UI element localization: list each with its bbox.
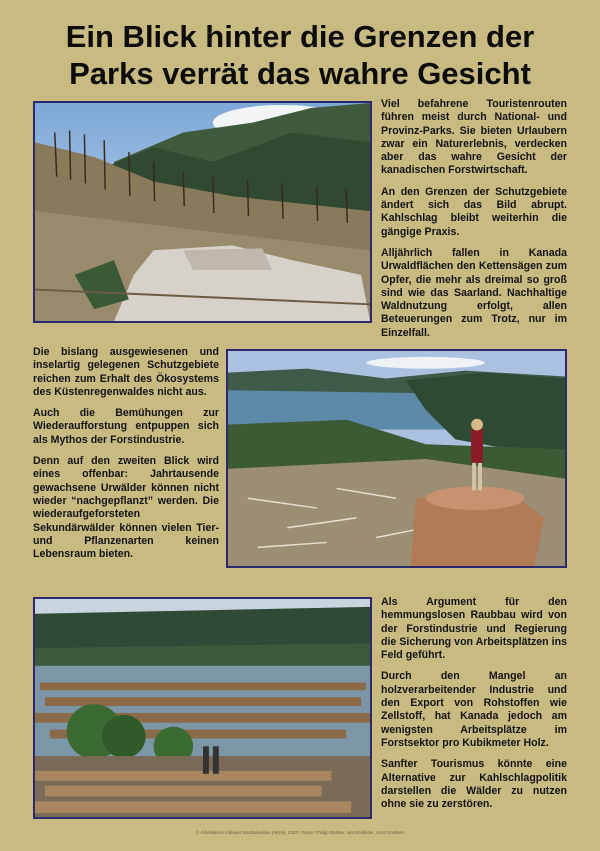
paragraph: Alljährlich fallen in Kanada Urwaldflächen den Kettensägen zum Opfer, die mehr als dreimal so groß sind wie das Saarland. Nachhaltige Waldnutzung erfolgt, allen Beteuerungen zum Trotz, nur im Einzelfall. [381, 246, 567, 339]
section-2-text [33, 346, 219, 569]
section-3-text [381, 596, 567, 819]
poster-title [30, 18, 570, 92]
fjord-clearcut-photo [226, 349, 567, 568]
paragraph: Denn auf den zweiten Blick wird eines offenbar: Jahrtausende gewachsene Urwälder können nicht wieder “nachgepflanzt” werden. Die wiederaufgeforsteten Sekundärwälder können vielen Tier- und Pflanzenarten keinen Lebensraum bieten. [33, 455, 219, 561]
paragraph: An den Grenzen der Schutzgebiete ändert sich das Bild abrupt. Kahlschlag bleibt weiterhin die gängige Praxis. [381, 185, 567, 238]
paragraph: Auch die Bemühungen zur Wiederaufforstung entpuppen sich als Mythos der Forstindustrie. [33, 407, 219, 446]
paragraph: Viel befahrene Touristenrouten führen meist durch National- und Provinz-Parks. Sie bieten Urlaubern zwar ein Naturerlebnis, verdecken aber das wahre Gesicht der kanadischen Forstwirtschaft. [381, 98, 567, 177]
paragraph: Als Argument für den hemmungslosen Raubbau wird von der Forstindustrie und Regierung die Sicherung von Arbeitsplätzen ins Feld geführt. [381, 596, 567, 662]
log-boom-photo [33, 597, 372, 819]
paragraph: Durch den Mangel an holzverarbeitender Industrie und den Export von Rohstoffen wie Zellstoff, hat Kanada jedoch am wenigsten Arbeitsplätze im Forstsektor pro Kubikmeter Holz. [381, 670, 567, 749]
title-line-2: Parks verrät das wahre Gesicht [69, 56, 531, 91]
section-1-text [381, 98, 567, 348]
paragraph: Die bislang ausgewiesenen und inselartig gelegenen Schutzgebiete reichen zum Erhalt des Ökosystems des Küstenregenwaldes nicht aus. [33, 346, 219, 398]
paragraph: Sanfter Tourismus könnte eine Alternative zur Kahlschlagpolitik darstellen die Wälder zu nutzen ohne sie zu zerstören. [381, 758, 567, 811]
title-line-1: Ein Blick hinter die Grenzen der [65, 19, 535, 54]
clearcut-photo [33, 101, 372, 323]
photo-credit: © Arbeitskreis Indianer Nordamerikas (AKIN), 2003 / Fotos: Philipp Büttner, Ian McAllister, Jens Dombert [195, 830, 405, 835]
